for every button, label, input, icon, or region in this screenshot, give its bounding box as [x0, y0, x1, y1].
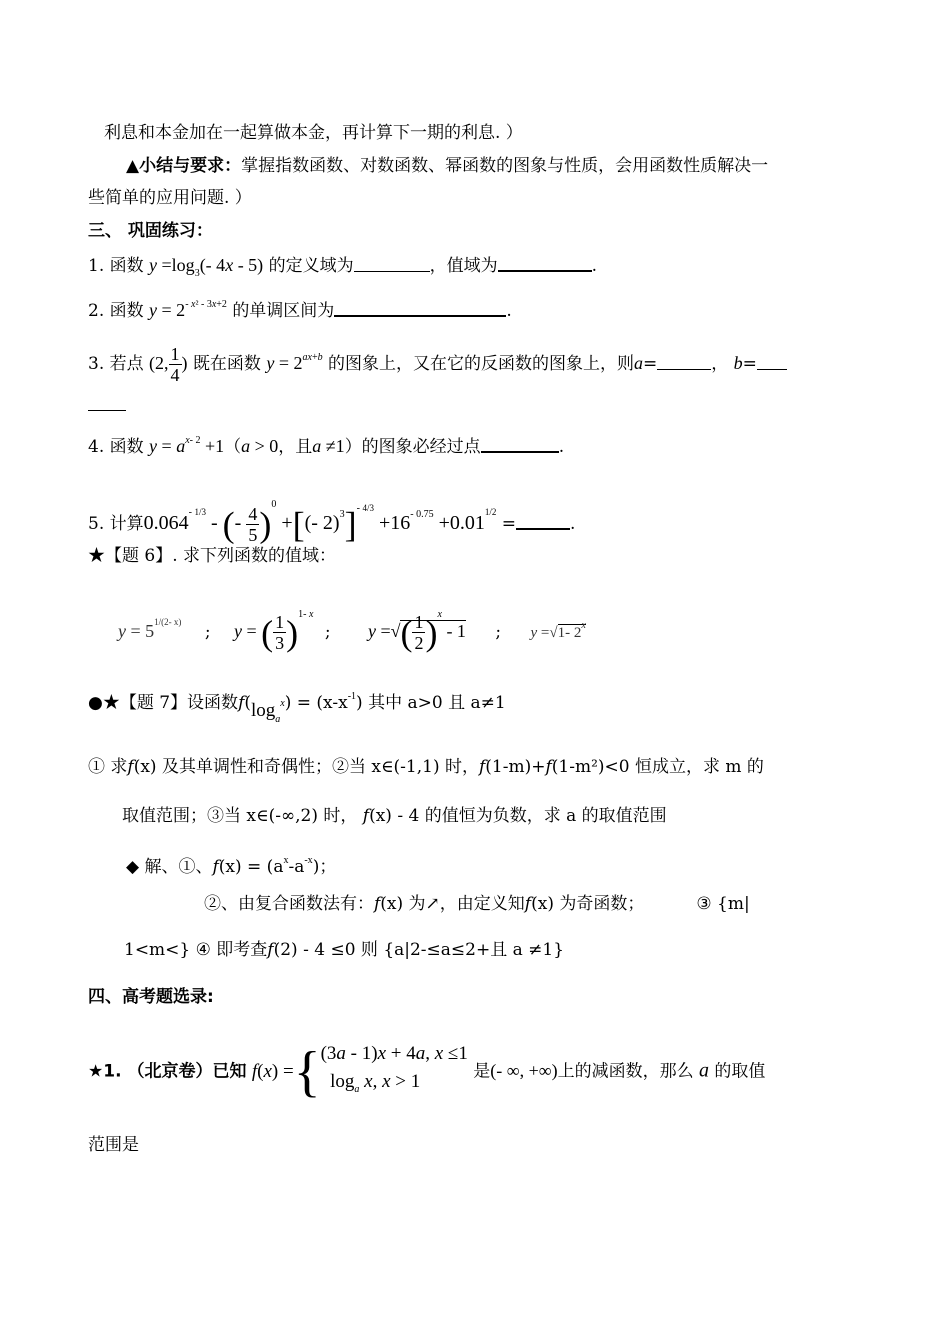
gaokao-question-1-cont: 范围是 [88, 1135, 139, 1155]
q4-blank [481, 435, 559, 453]
gaokao-question-1: ★1. （北京卷）已知 f(x) ={(3a - 1)x + 4a, x ≤1 $\log_a x$, x > 1 是(- ∞, +∞)上的减函数，那么 a 的取值 [88, 1041, 766, 1103]
question-6-title: ★【题 6】. 求下列函数的值域： [88, 546, 337, 566]
q1-text-domain: 的定义域为 [268, 256, 354, 276]
q3-continuation [88, 394, 126, 416]
q3-label: 3. 若点 [88, 354, 144, 374]
q2-label: 2. 函数 [88, 301, 144, 321]
q3-text-2: 的图象上，又在它的反函数的图象上，则 [328, 354, 634, 374]
question-7-line-1: ① 求f(x) 及其单调性和奇偶性；②当 x∈(-1,1) 时，f(1-m)+f(1-m²)<0 恒成立，求 m 的 [88, 757, 764, 777]
q7-log: $\log_a^x$ [251, 698, 285, 725]
question-5: 5. 计算$0.064^{- 1/3}$ - (- $\frac{4}{5}$ )$^0$ +[(- $2)^3]^{- 4/3} +16^{- 0.75} +0.01^{1/2}$ = . [88, 499, 576, 545]
question-6-formulas: $y = 5^{1/(2- x)}$ ; y = ( $\frac{1}{3}$ )$^{1- x}$ ; y =√( $\frac{1}{2}$ )$^x$ - 1 ; y =√1- 2$^x$ [118, 609, 586, 654]
q2-text: 的单调区间为 [232, 301, 335, 321]
summary-text-1: 掌握指数函数、对数函数、幂函数的图象与性质，会用函数性质解决一 [241, 156, 769, 176]
question-2: 2. 函数 $y = 2^{- x^2 - 3x+2}$ 的单调区间为 . [88, 299, 512, 321]
section-heading-3: 三、 巩固练习： [88, 221, 213, 241]
q5-label: 5. 计算 [88, 514, 144, 534]
q6-formula-3: y =√( $\frac{1}{2}$ )$^x$ - 1 [367, 609, 466, 654]
intro-line: 利息和本金加在一起算做本金，再计算下一期的利息. ） [104, 123, 523, 143]
question-1: 1. 函数 $y =\log_3(-$ 4x - 5) 的定义域为 ，值域为 . [88, 255, 597, 279]
q3-point: (2, $\frac{1}{4}$ ) [149, 344, 188, 385]
q6-formula-4: y =√1- 2$^x$ [530, 620, 586, 641]
q3-blank-b [757, 353, 787, 370]
q7-solution-1: ◆ 解、①、$f(x) = (a^x-a^{-x})$； [126, 855, 337, 877]
q4-formula: $y = a^{x- 2} +1$ [149, 435, 225, 456]
q5-formula: $0.064^{- 1/3}$ - (- $\frac{4}{5}$ )$^0$ +[(- $2)^3]^{- 4/3} +16^{- 0.75} +0.01^{1/2}$ [143, 499, 497, 545]
q2-formula: $y = 2^{- x^2 - 3x+2}$ [149, 299, 227, 320]
q7-solution-2: ②、由复合函数法有：f(x) 为↗，由定义知f(x) 为奇函数； ③ {m| [204, 894, 750, 914]
q3-formula: $y = 2^{ax+b}$ [266, 352, 323, 373]
q6-formula-1: $y = 5^{1/(2- x)}$ [118, 617, 182, 641]
q6-formula-2: y = ( $\frac{1}{3}$ )$^{1- x}$ [233, 609, 314, 654]
question-7-title: ●★【题 7】设函数$f(\log_a^x) = (x-x^{-1})$ 其中 a>0 且 a≠1 [88, 691, 506, 725]
q1-formula: $y =\log_3(-$ 4x - 5) [149, 255, 264, 279]
question-4: 4. 函数 $y = a^{x- 2} +1(a > 0$，且a ≠1）的图象必经过点 . [88, 435, 565, 457]
q3-blank-a [657, 353, 711, 370]
q7-solution-3: 1<m<} ④ 即考查f(2) - 4 ≤0 则 {a|2-≤a≤2+且 a ≠1} [124, 940, 565, 960]
section-heading-4: 四、高考题选录: [88, 987, 214, 1007]
summary-marker: ▲小结与要求： [126, 156, 242, 176]
gk1-piecewise: f(x) ={(3a - 1)x + 4a, x ≤1 $\log_a x$, x > 1 [251, 1041, 468, 1103]
q1-label: 1. 函数 [88, 256, 144, 276]
q4-label: 4. 函数 [88, 437, 144, 457]
q1-text-range: ，值域为 [429, 256, 498, 276]
summary-line-2: 些简单的应用问题. ） [88, 188, 252, 208]
q1-blank-range [498, 254, 592, 272]
question-7-line-2: 取值范围；③当 x∈(-∞,2) 时， f(x) - 4 的值恒为负数，求 a 的取值范围 [122, 806, 667, 826]
gk1-interval: (- ∞, +∞) [490, 1060, 558, 1081]
q5-blank [516, 512, 570, 530]
q2-blank [334, 299, 506, 317]
q3-text-1: 既在函数 [192, 354, 261, 374]
question-3: 3. 若点 (2, $\frac{1}{4}$ ) 既在函数 $y = 2^{ax+b}$ 的图象上，又在它的反函数的图象上，则a= ， b= [88, 344, 787, 385]
summary-line-1 [126, 155, 768, 177]
q1-blank-domain [354, 255, 430, 272]
